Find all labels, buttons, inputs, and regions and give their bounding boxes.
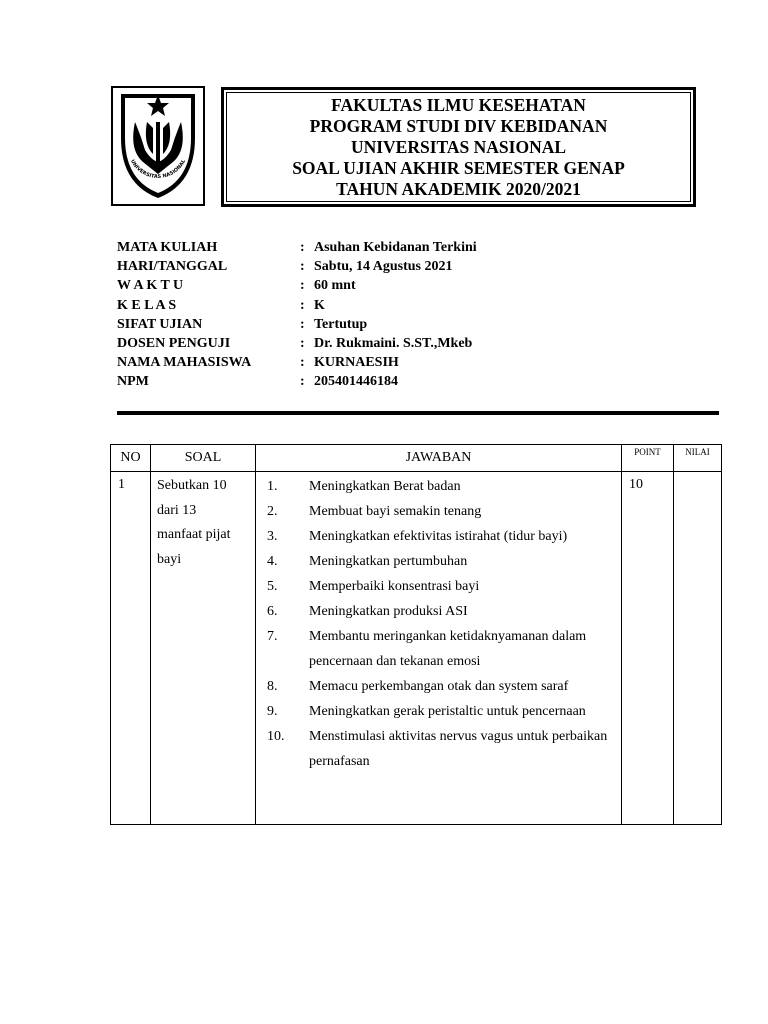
- answer-number: 2.: [267, 504, 278, 519]
- question-line: manfaat pijat: [157, 527, 231, 542]
- list-item: [267, 549, 621, 574]
- info-row-time: [117, 276, 477, 295]
- answer-text: Meningkatkan pertumbuhan: [309, 554, 468, 569]
- answer-text: Meningkatkan Berat badan: [309, 479, 461, 494]
- info-label: K E L A S: [117, 297, 177, 313]
- answer-number: 3.: [267, 529, 278, 544]
- list-item: [267, 674, 621, 699]
- answer-text: Membuat bayi semakin tenang: [309, 504, 482, 519]
- answer-text: Meningkatkan produksi ASI: [309, 604, 468, 619]
- answer-list: [256, 472, 621, 774]
- answer-cell: [256, 472, 622, 825]
- info-label: SIFAT UJIAN: [117, 316, 203, 332]
- answer-text: Menstimulasi aktivitas nervus vagus untuk perbaikan pernafasan: [309, 729, 608, 769]
- answer-text: Membantu meringankan ketidaknyamanan dalam pencernaan dan tekanan emosi: [309, 629, 587, 669]
- info-row-exam-type: [117, 315, 477, 334]
- question-line: bayi: [157, 551, 182, 567]
- point-value: 10: [622, 472, 674, 825]
- info-row-class: [117, 296, 477, 315]
- info-separator: :: [300, 297, 305, 313]
- header-soal: SOAL: [151, 445, 256, 472]
- question-number: 1: [111, 472, 151, 825]
- answer-number: 7.: [267, 629, 278, 644]
- question-text: [151, 472, 256, 825]
- info-separator: :: [300, 355, 305, 371]
- table-row: [111, 472, 722, 825]
- info-value-student-name: KURNAESIH: [314, 355, 399, 371]
- info-label: W A K T U: [117, 278, 184, 294]
- info-value-time: 60 mnt: [314, 278, 356, 294]
- list-item: [267, 524, 621, 549]
- info-value-class: K: [314, 297, 325, 313]
- info-label: DOSEN PENGUJI: [117, 336, 231, 352]
- info-separator: :: [300, 336, 305, 352]
- header-nilai: NILAI: [674, 445, 722, 472]
- logo-ring-text: UNIVERSITAS NASIONAL: [128, 158, 188, 181]
- info-row-student-name: [117, 353, 477, 372]
- university-logo: [111, 86, 205, 206]
- info-separator: :: [300, 240, 305, 255]
- table-header-row: [111, 445, 722, 472]
- header-exam-title: SOAL UJIAN AKHIR SEMESTER GENAP: [292, 157, 625, 178]
- info-value-course: Asuhan Kebidanan Terkini: [314, 240, 477, 255]
- info-value-npm: 205401446184: [314, 374, 398, 390]
- header-program: PROGRAM STUDI DIV KEBIDANAN: [309, 115, 608, 136]
- info-value-examiner: Dr. Rukmaini. S.ST.,Mkeb: [314, 336, 473, 352]
- list-item: [267, 699, 621, 724]
- info-separator: :: [300, 259, 305, 275]
- exam-info: [117, 238, 477, 392]
- exam-table: [110, 444, 722, 825]
- info-row-npm: [117, 372, 477, 391]
- answer-text: Memperbaiki konsentrasi bayi: [309, 579, 480, 594]
- header-university: UNIVERSITAS NASIONAL: [350, 136, 567, 157]
- header-academic-year: TAHUN AKADEMIK 2020/2021: [336, 178, 581, 199]
- question-line: dari 13: [157, 502, 197, 518]
- answer-number: 8.: [267, 679, 278, 694]
- info-separator: :: [300, 374, 305, 390]
- info-label: NPM: [117, 374, 149, 390]
- info-value-exam-type: Tertutup: [314, 316, 368, 332]
- info-row-course: [117, 238, 477, 257]
- list-item: [267, 574, 621, 599]
- list-item: [267, 474, 621, 499]
- answer-number: 4.: [267, 554, 278, 569]
- answer-number: 1.: [267, 479, 278, 494]
- info-separator: :: [300, 278, 305, 294]
- list-item: [267, 599, 621, 624]
- nilai-value[interactable]: [674, 472, 722, 825]
- divider-rule: [117, 411, 719, 415]
- header-point: POINT: [622, 445, 674, 472]
- list-item: [267, 499, 621, 524]
- answer-number: 5.: [267, 579, 278, 594]
- list-item: [267, 724, 621, 774]
- info-label: MATA KULIAH: [117, 240, 218, 255]
- list-item: [267, 624, 621, 674]
- university-emblem-icon: [113, 88, 203, 204]
- header-no: NO: [111, 445, 151, 472]
- info-separator: :: [300, 316, 305, 332]
- answer-number: 9.: [267, 704, 278, 719]
- header-faculty: FAKULTAS ILMU KESEHATAN: [331, 94, 586, 115]
- header-jawaban: JAWABAN: [256, 445, 622, 472]
- exam-header: [221, 87, 696, 207]
- info-label: HARI/TANGGAL: [117, 259, 228, 275]
- info-label: NAMA MAHASISWA: [117, 355, 252, 371]
- answer-text: Meningkatkan gerak peristaltic untuk pencernaan: [309, 704, 586, 719]
- answer-number: 6.: [267, 604, 278, 619]
- info-row-date: [117, 257, 477, 276]
- answer-text: Memacu perkembangan otak dan system saraf: [309, 679, 569, 694]
- answer-text: Meningkatkan efektivitas istirahat (tidur bayi): [309, 529, 568, 544]
- info-row-examiner: [117, 334, 477, 353]
- question-line: Sebutkan 10: [157, 478, 227, 493]
- answer-number: 10.: [267, 729, 285, 744]
- info-value-date: Sabtu, 14 Agustus 2021: [314, 259, 453, 275]
